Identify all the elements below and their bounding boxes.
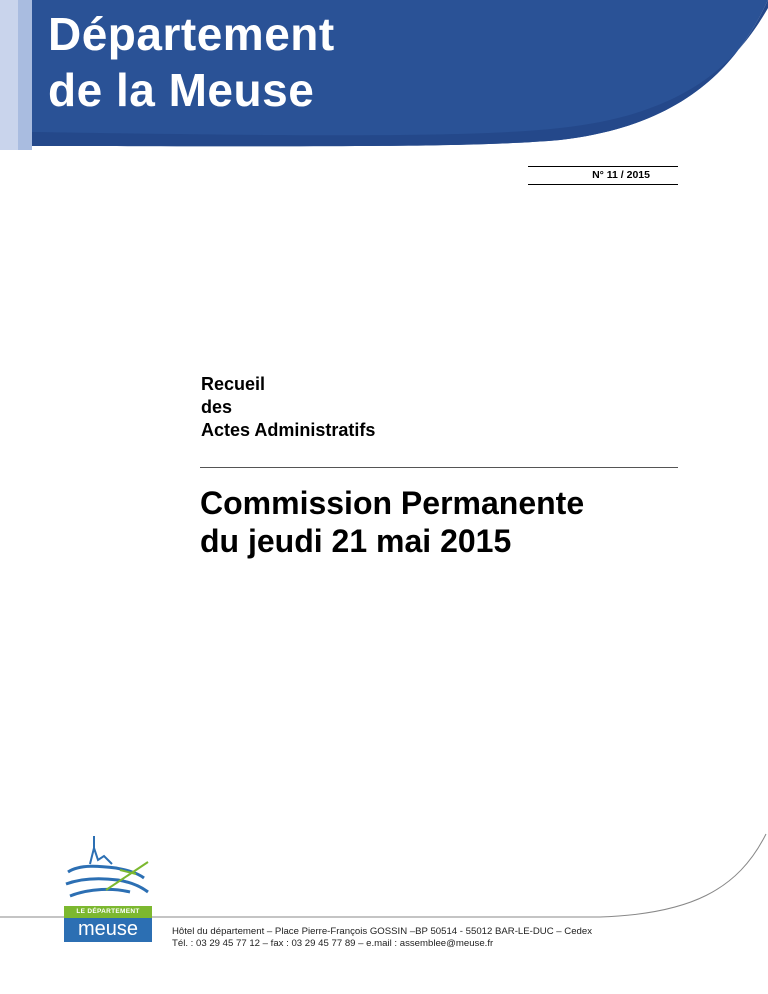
- title-line-2: de la Meuse: [48, 64, 315, 116]
- recueil-line-3: Actes Administratifs: [201, 420, 376, 440]
- footer-contact: [172, 926, 592, 950]
- meuse-logo: [60, 826, 156, 948]
- session-title: [200, 484, 584, 560]
- footer-phone-email: Tél. : 03 29 45 77 12 – fax : 03 29 45 77 89 – e.mail : assemblee@meuse.fr: [172, 938, 494, 949]
- bulletin-number: N° 11 / 2015: [528, 166, 678, 185]
- session-line-1: Commission Permanente: [200, 485, 585, 521]
- section-divider: [200, 467, 678, 468]
- recueil-line-1: Recueil: [201, 374, 266, 394]
- recueil-line-2: des: [201, 397, 233, 417]
- recueil-heading: [201, 373, 375, 442]
- department-title: [48, 6, 335, 118]
- footer-address: Hôtel du département – Place Pierre-François GOSSIN –BP 50514 - 55012 BAR-LE-DUC – Cedex: [172, 926, 593, 937]
- header-banner: [0, 0, 768, 150]
- logo-landscape-icon: [60, 826, 156, 906]
- session-line-2: du jeudi 21 mai 2015: [200, 523, 512, 559]
- logo-label-name: meuse: [64, 918, 152, 942]
- logo-label-top: LE DÉPARTEMENT: [64, 906, 152, 918]
- title-line-1: Département: [48, 8, 335, 60]
